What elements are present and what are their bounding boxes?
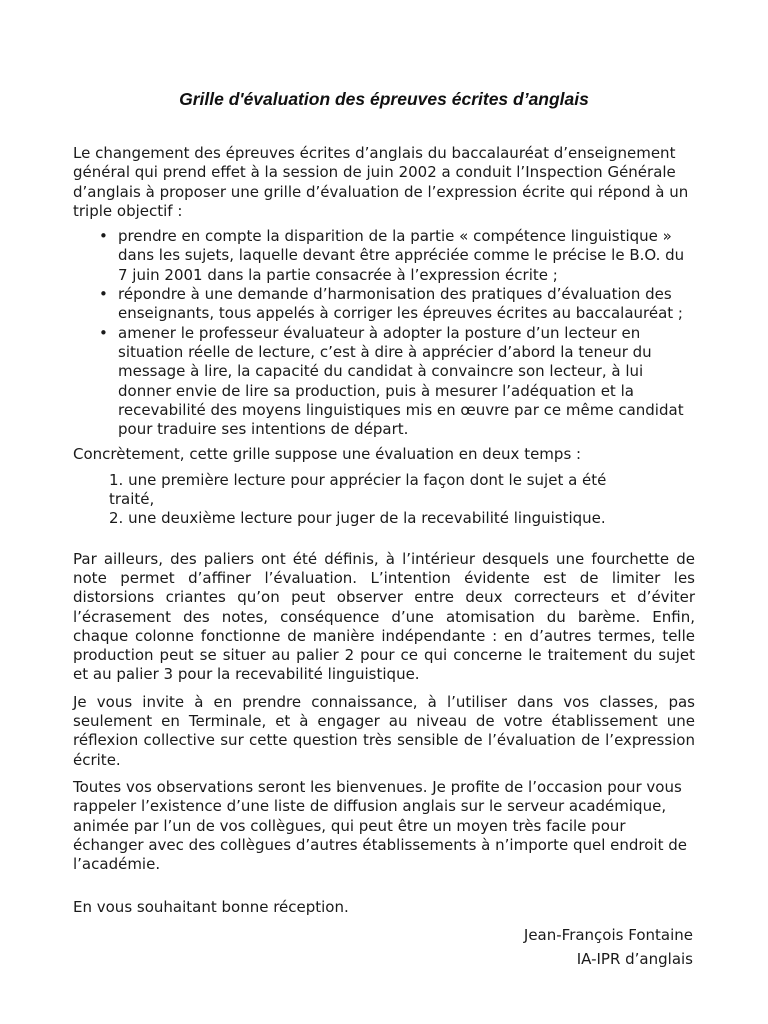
bullet-icon: • xyxy=(99,323,108,342)
signature-role: IA-IPR d’anglais xyxy=(576,949,693,968)
closing-line: En vous souhaitant bonne réception. xyxy=(73,898,349,917)
list-item-text: prendre en compte la disparition de la partie « compétence linguistique » dans les sujets, laquelle devant être appréciée comme le précise le B.O. du 7 juin 2001 dans la partie consacrée à l’expression écrite ; xyxy=(118,227,685,284)
signature-name: Jean-François Fontaine xyxy=(523,925,693,944)
invitation-paragraph: Je vous invite à en prendre connaissance, à l’utiliser dans vos classes, pas seulement en Terminale, et à engager au niveau de votre établissement une réflexion collective sur cette question très sensible de l’évaluation de l’expression écrite. xyxy=(73,692,695,769)
list-item xyxy=(73,227,695,285)
objectives-list xyxy=(73,227,695,439)
list-item xyxy=(73,285,695,324)
list-item-text: répondre à une demande d’harmonisation des pratiques d’évaluation des enseignants, tous appelés à corriger les épreuves écrites au baccalauréat ; xyxy=(118,285,683,323)
bullet-icon: • xyxy=(99,285,108,304)
paliers-paragraph: Par ailleurs, des paliers ont été définis, à l’intérieur desquels une fourchette de note permet d’affiner l’évaluation. L’intention évidente est de limiter les distorsions criantes qu’on peut observer entre deux correcteurs et d’éviter l’écrasement des notes, conséquence d’une atomisation du barème. Enfin, chaque colonne fonctionne de manière indépendante : en d’autres termes, telle production peut se situer au palier 2 pour ce qui concerne le traitement du sujet et au palier 3 pour la recevabilité linguistique. xyxy=(73,549,695,684)
intro-paragraph: Le changement des épreuves écrites d’anglais du baccalauréat d’enseignement général qui prend effet à la session de juin 2002 a conduit l’Inspection Générale d’anglais à proposer une grille d’évaluation de l’expression écrite qui répond à un triple objectif : xyxy=(73,144,689,220)
bullet-icon: • xyxy=(99,227,108,246)
list-item: 1. une première lecture pour apprécier la façon dont le sujet a été traité, xyxy=(109,470,607,509)
list-item: 2. une deuxième lecture pour juger de la recevabilité linguistique. xyxy=(109,509,606,528)
document-title: Grille d'évaluation des épreuves écrites d’anglais xyxy=(179,89,589,109)
steps-list xyxy=(73,471,695,529)
list-item xyxy=(73,324,695,440)
concrete-paragraph: Concrètement, cette grille suppose une évaluation en deux temps : xyxy=(73,445,582,464)
list-item-text: amener le professeur évaluateur à adopter la posture d’un lecteur en situation réelle de lecture, c’est à dire à apprécier d’abord la teneur du message à lire, la capacité du candidat à convaincre son lecteur, à lui donner envie de lire sa production, puis à mesurer l’adéquation et la recevabilité des moyens linguistiques mis en œuvre par ce même candidat pour traduire ses intentions de départ. xyxy=(118,323,684,439)
observations-paragraph: Toutes vos observations seront les bienvenues. Je profite de l’occasion pour vous rappeler l’existence d’une liste de diffusion anglais sur le serveur académique, animée par l’un de vos collègues, qui peut être un moyen très facile pour échanger avec des collègues d’autres établissements à n’importe quel endroit de l’académie. xyxy=(73,777,687,874)
